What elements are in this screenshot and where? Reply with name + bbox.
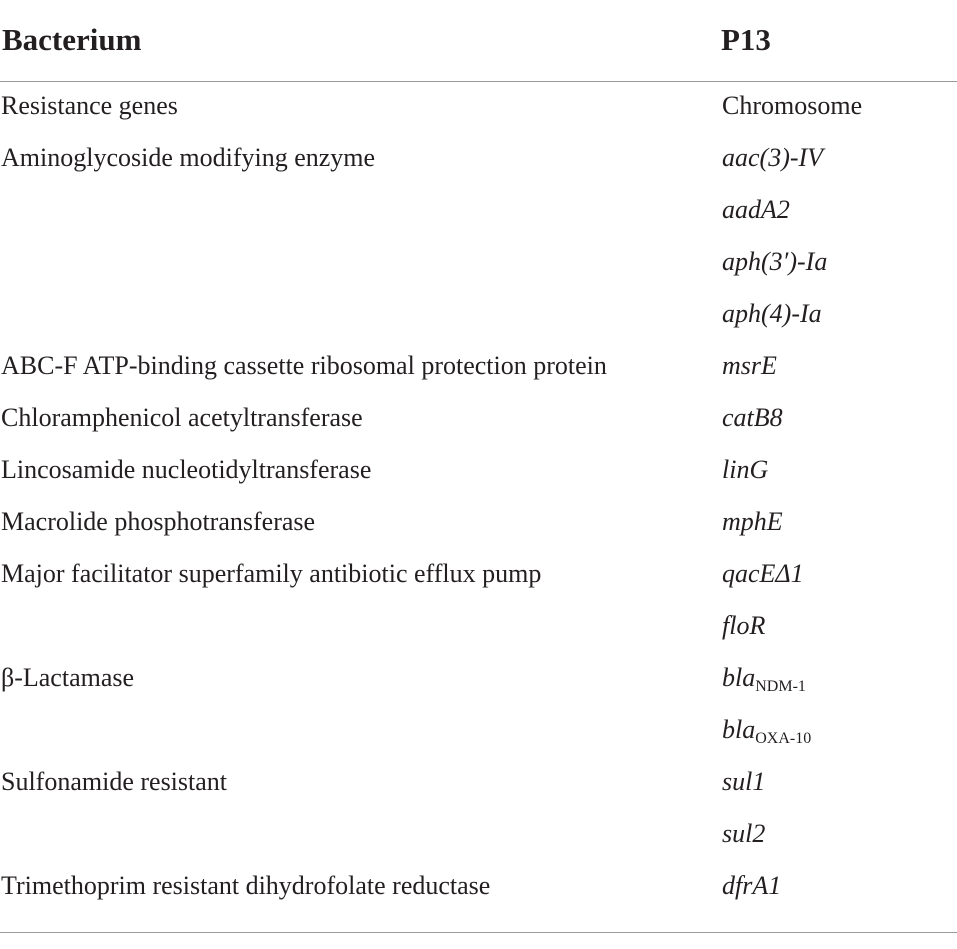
gene-name: sul2 (722, 819, 766, 848)
gene-name: linG (722, 455, 769, 484)
table-row (0, 133, 957, 185)
row-gene (722, 141, 823, 175)
table-row (0, 601, 957, 653)
table-row (0, 757, 957, 809)
row-gene (722, 713, 811, 747)
row-gene (722, 297, 822, 331)
row-gene (722, 245, 827, 279)
table-row (0, 341, 957, 393)
gene-name: aac(3)-IV (722, 143, 824, 172)
row-gene (722, 609, 765, 643)
gene-name: sul1 (722, 767, 766, 796)
gene-name: bla (722, 663, 756, 692)
row-gene (722, 557, 804, 591)
table-row (0, 497, 957, 549)
table-row (0, 445, 957, 497)
row-category: Macrolide phosphotransferase (1, 507, 316, 536)
row-category: β-Lactamase (1, 663, 135, 692)
table-row (0, 809, 957, 861)
table-row (0, 237, 957, 289)
table-row (0, 289, 957, 341)
gene-name: qacEΔ1 (722, 559, 804, 588)
gene-subscript: OXA-10 (755, 730, 812, 747)
table-bottom-rule (0, 932, 957, 933)
table-row (0, 549, 957, 601)
table-row (0, 861, 957, 913)
table-row (0, 81, 957, 133)
gene-name: aph(3′)-Ia (722, 247, 828, 276)
table-header (0, 0, 957, 82)
row-gene (722, 193, 790, 227)
gene-name: dfrA1 (722, 871, 782, 900)
row-gene (722, 505, 783, 539)
row-category: Resistance genes (1, 91, 178, 120)
gene-name: catB8 (722, 403, 783, 432)
row-gene (722, 349, 777, 383)
row-gene (722, 401, 783, 435)
row-category: Lincosamide nucleotidyltransferase (1, 455, 372, 484)
row-category: Sulfonamide resistant (1, 767, 228, 796)
row-category: Chloramphenicol acetyltransferase (1, 403, 363, 432)
header-bacterium: Bacterium (2, 22, 142, 57)
gene-name: msrE (722, 351, 777, 380)
row-gene (722, 765, 765, 799)
gene-name: Chromosome (722, 91, 863, 120)
row-gene (722, 453, 768, 487)
row-category: Aminoglycoside modifying enzyme (1, 143, 376, 172)
table-row (0, 185, 957, 237)
header-p13: P13 (721, 22, 771, 57)
gene-name: bla (722, 715, 756, 744)
row-gene (722, 817, 765, 851)
gene-name: aadA2 (722, 195, 790, 224)
gene-name: aph(4)-Ia (722, 299, 822, 328)
gene-name: floR (722, 611, 766, 640)
row-category: Major facilitator superfamily antibiotic efflux pump (1, 559, 542, 588)
table-row (0, 705, 957, 757)
table-row (0, 393, 957, 445)
table-row (0, 653, 957, 705)
row-gene (722, 661, 806, 695)
row-gene (722, 869, 781, 903)
row-gene (722, 89, 862, 123)
gene-name: mphE (722, 507, 783, 536)
row-category: Trimethoprim resistant dihydrofolate reductase (1, 871, 491, 900)
row-category: ABC-F ATP-binding cassette ribosomal protection protein (1, 351, 607, 380)
gene-subscript: NDM-1 (755, 678, 806, 695)
